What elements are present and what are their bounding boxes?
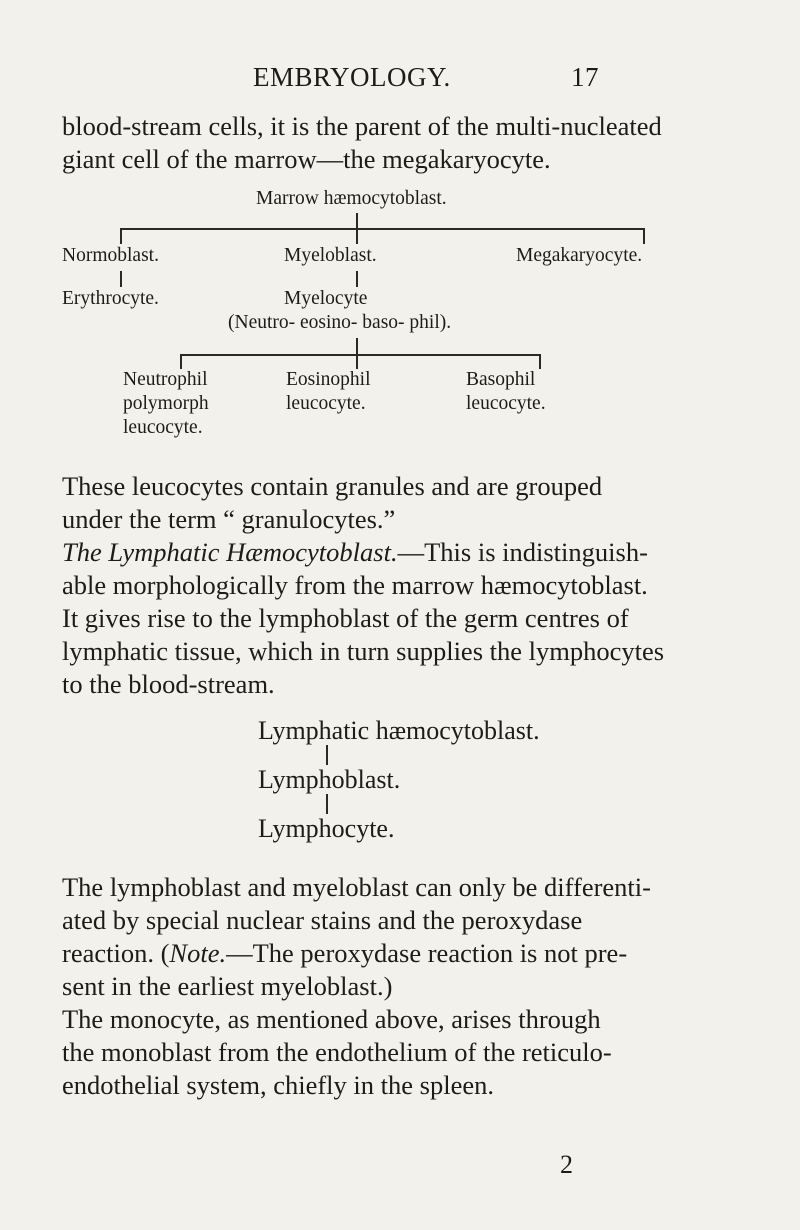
myelocyte-types: (Neutro- eosino- baso- phil). [228,312,452,333]
myelocyte-label: Myelocyte [284,288,368,309]
chart-root: Marrow hæmocytoblast. [256,188,447,209]
basophil-line-2: leucocyte. [466,393,546,414]
lymphatic-line-3: It gives rise to the lymphoblast of the germ centres of [62,603,629,633]
differentiation-line-1: The lymphoblast and myeloblast can only be differenti- [62,872,651,902]
megakaryocyte-label: Megakaryocyte. [516,245,643,266]
basophil-line-1: Basophil [466,369,536,390]
lymphocyte-label: Lymphocyte. [258,814,395,843]
chart-connector [180,354,540,356]
lymphatic-line-2: able morphologically from the marrow hæmocytoblast. [62,570,648,600]
differentiation-line-2: ated by special nuclear stains and the peroxydase [62,905,583,935]
chart-connector [643,228,645,244]
chart-connector [356,271,358,287]
myeloblast-label: Myeloblast. [284,245,377,266]
lymphatic-line-5: to the blood-stream. [62,669,275,699]
chart-connector [539,354,541,369]
granulocytes-line-1: These leucocytes contain granules and are grouped [62,471,603,501]
intro-line-1: blood-stream cells, it is the parent of the multi-nucleated [62,111,662,141]
chart-connector [326,794,328,814]
lymphatic-line-1: The Lymphatic Hæmocytoblast.—This is indistinguish- [62,537,648,567]
section-heading: The Lymphatic Hæmocytoblast. [62,537,398,567]
neutrophil-line-1: Neutrophil [123,369,208,390]
signature-mark: 2 [560,1150,573,1179]
chart-connector [356,338,358,354]
monocyte-line-1: The monocyte, as mentioned above, arises through [62,1004,601,1034]
intro-line-2: giant cell of the marrow—the megakaryocyte. [62,144,551,174]
chart-connector [356,213,358,228]
lymph-root: Lymphatic hæmocytoblast. [258,716,540,745]
granulocytes-line-2: under the term “ granulocytes.” [62,504,396,534]
differentiation-line-3: reaction. (Note.—The peroxydase reaction is not pre- [62,938,628,968]
neutrophil-line-3: leucocyte. [123,417,203,438]
neutrophil-line-2: polymorph [123,393,209,414]
differentiation-line-4: sent in the earliest myeloblast.) [62,971,393,1001]
lymphoblast-label: Lymphoblast. [258,765,401,794]
monocyte-line-2: the monoblast from the endothelium of the reticulo- [62,1037,612,1067]
normoblast-label: Normoblast. [62,245,159,266]
chart-connector [356,354,358,369]
running-title: EMBRYOLOGY. [253,62,451,92]
chart-connector [356,228,358,244]
note-label: Note. [169,938,227,968]
page-number: 17 [571,62,599,92]
chart-connector [326,745,328,765]
eosinophil-line-2: leucocyte. [286,393,366,414]
monocyte-line-3: endothelial system, chiefly in the spleen. [62,1070,494,1100]
chart-connector [180,354,182,369]
erythrocyte-label: Erythrocyte. [62,288,159,309]
chart-connector [120,228,122,244]
lymphatic-line-4: lymphatic tissue, which in turn supplies the lymphocytes [62,636,665,666]
chart-connector [120,271,122,287]
eosinophil-line-1: Eosinophil [286,369,371,390]
chart-connector [120,228,644,230]
